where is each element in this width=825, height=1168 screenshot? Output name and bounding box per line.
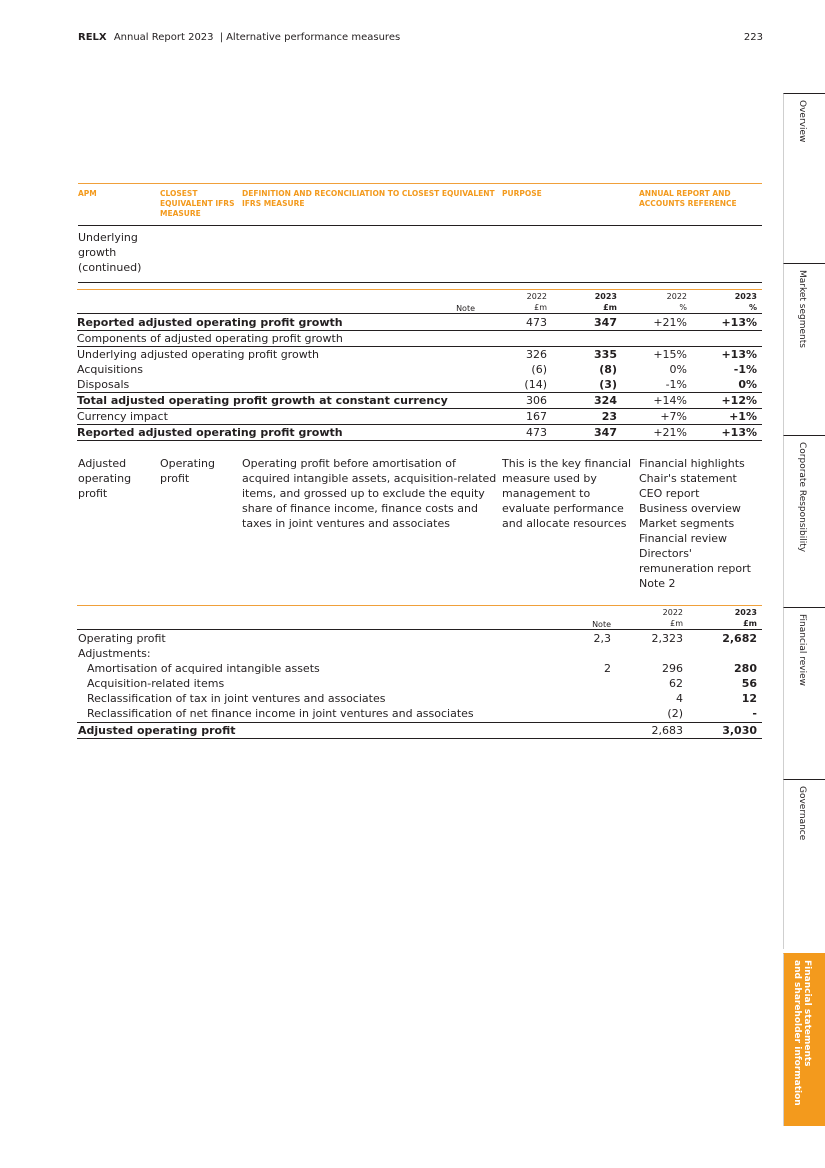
table-row: Operating profit 2,3 2,323 2,682 [78, 632, 757, 645]
reconciliation-table [77, 605, 762, 745]
tab-corporate-responsibility[interactable] [783, 435, 825, 607]
col-2023-unit: £m [743, 619, 757, 628]
table-row: Reported adjusted operating profit growth 473 347 +21% +13% [77, 426, 757, 439]
tab-overview[interactable] [783, 93, 825, 263]
table-row: Amortisation of acquired intangible assets 2 296 280 [87, 662, 757, 675]
reference-item: CEO report [639, 487, 700, 500]
header-ifrs-measure: CLOSEST EQUIVALENT IFRS MEASURE [160, 189, 235, 218]
table-row: Reclassification of tax in joint ventures and associates 4 12 [87, 692, 757, 705]
growth-table [77, 289, 762, 441]
table-row: Reclassification of net finance income in joint ventures and associates (2) - [87, 707, 757, 720]
brand-name: RELX [78, 32, 107, 43]
purpose-text: This is the key financial measure used by management to evaluate performance and allocate resources [502, 457, 632, 530]
page-header [78, 32, 763, 46]
apm-row-underlying-growth [78, 230, 762, 283]
section-title: Alternative performance measures [226, 32, 401, 43]
tab-governance[interactable] [783, 779, 825, 949]
tab-label: Overview [797, 100, 807, 143]
table-row: Underlying adjusted operating profit growth 326 335 +15% +13% [77, 348, 757, 361]
reference-item: Chair's statement [639, 472, 737, 485]
col-2022-pct: 2022 [666, 292, 687, 301]
header-separator: | [219, 32, 224, 43]
tab-financial-review[interactable] [783, 607, 825, 779]
col-2022: 2022 [662, 608, 683, 617]
col-2022: 2022 [526, 292, 547, 301]
apm-name: Underlying growth (continued) [78, 231, 142, 274]
header-apm: APM [78, 189, 97, 198]
tab-label: Financial review [797, 614, 807, 687]
header-reference: ANNUAL REPORT AND ACCOUNTS REFERENCE [639, 189, 737, 208]
tab-market-segments[interactable] [783, 263, 825, 435]
table-row: Acquisition-related items 62 56 [87, 677, 757, 690]
table-row: Components of adjusted operating profit growth [77, 332, 343, 345]
col-2023-unit: £m [603, 303, 617, 312]
tab-label: Market segments [797, 270, 807, 348]
table-row: Total adjusted operating profit growth at constant currency 306 324 +14% +12% [77, 394, 757, 407]
report-title: Annual Report 2023 [113, 32, 214, 43]
header-definition: DEFINITION AND RECONCILIATION TO CLOSEST EQUIVALENT IFRS MEASURE [242, 189, 495, 208]
tab-label: Governance [797, 786, 807, 841]
col-2022-unit: £m [534, 303, 547, 312]
ifrs-measure: Operating profit [160, 457, 215, 485]
page-number: 223 [743, 32, 763, 43]
reference-item: Note 2 [639, 577, 676, 590]
reference-item: Financial review [639, 532, 728, 545]
table-row: Adjustments: [78, 647, 151, 660]
col-2023-pct-unit: % [748, 303, 757, 312]
table-row: Acquisitions (6) (8) 0% -1% [77, 363, 757, 376]
header-purpose: PURPOSE [502, 189, 542, 198]
col-note: Note [592, 620, 611, 629]
tab-label: Financial statements and shareholder information [792, 960, 812, 1106]
table-row: Currency impact 167 23 +7% +1% [77, 410, 757, 423]
definition-text: Operating profit before amortisation of acquired intangible assets, acquisition-related items, and grossed up to exclude the equity share of finance income, finance costs and taxes in joint ventures and associates [242, 457, 497, 530]
col-note: Note [456, 304, 475, 313]
col-2023-pct: 2023 [734, 292, 757, 301]
table-row: Disposals (14) (3) -1% 0% [77, 378, 757, 391]
reference-item: Market segments [639, 517, 735, 530]
tab-financial-statements[interactable] [783, 953, 825, 1126]
reference-item: Directors' remuneration report [639, 547, 751, 575]
apm-table-header [78, 183, 762, 226]
apm-row-adjusted-operating-profit [78, 452, 762, 592]
reference-list [639, 456, 763, 591]
table-row: Adjusted operating profit 2,683 3,030 [78, 724, 757, 737]
reference-item: Business overview [639, 502, 741, 515]
col-2022-pct-unit: % [679, 303, 687, 312]
col-2022-unit: £m [670, 619, 683, 628]
apm-name: Adjusted operating profit [78, 457, 132, 500]
col-2023: 2023 [594, 292, 617, 301]
reference-item: Financial highlights [639, 457, 745, 470]
table-row: Reported adjusted operating profit growth 473 347 +21% +13% [77, 316, 757, 329]
tab-label: Corporate Responsibility [797, 442, 807, 553]
col-2023: 2023 [734, 608, 757, 617]
